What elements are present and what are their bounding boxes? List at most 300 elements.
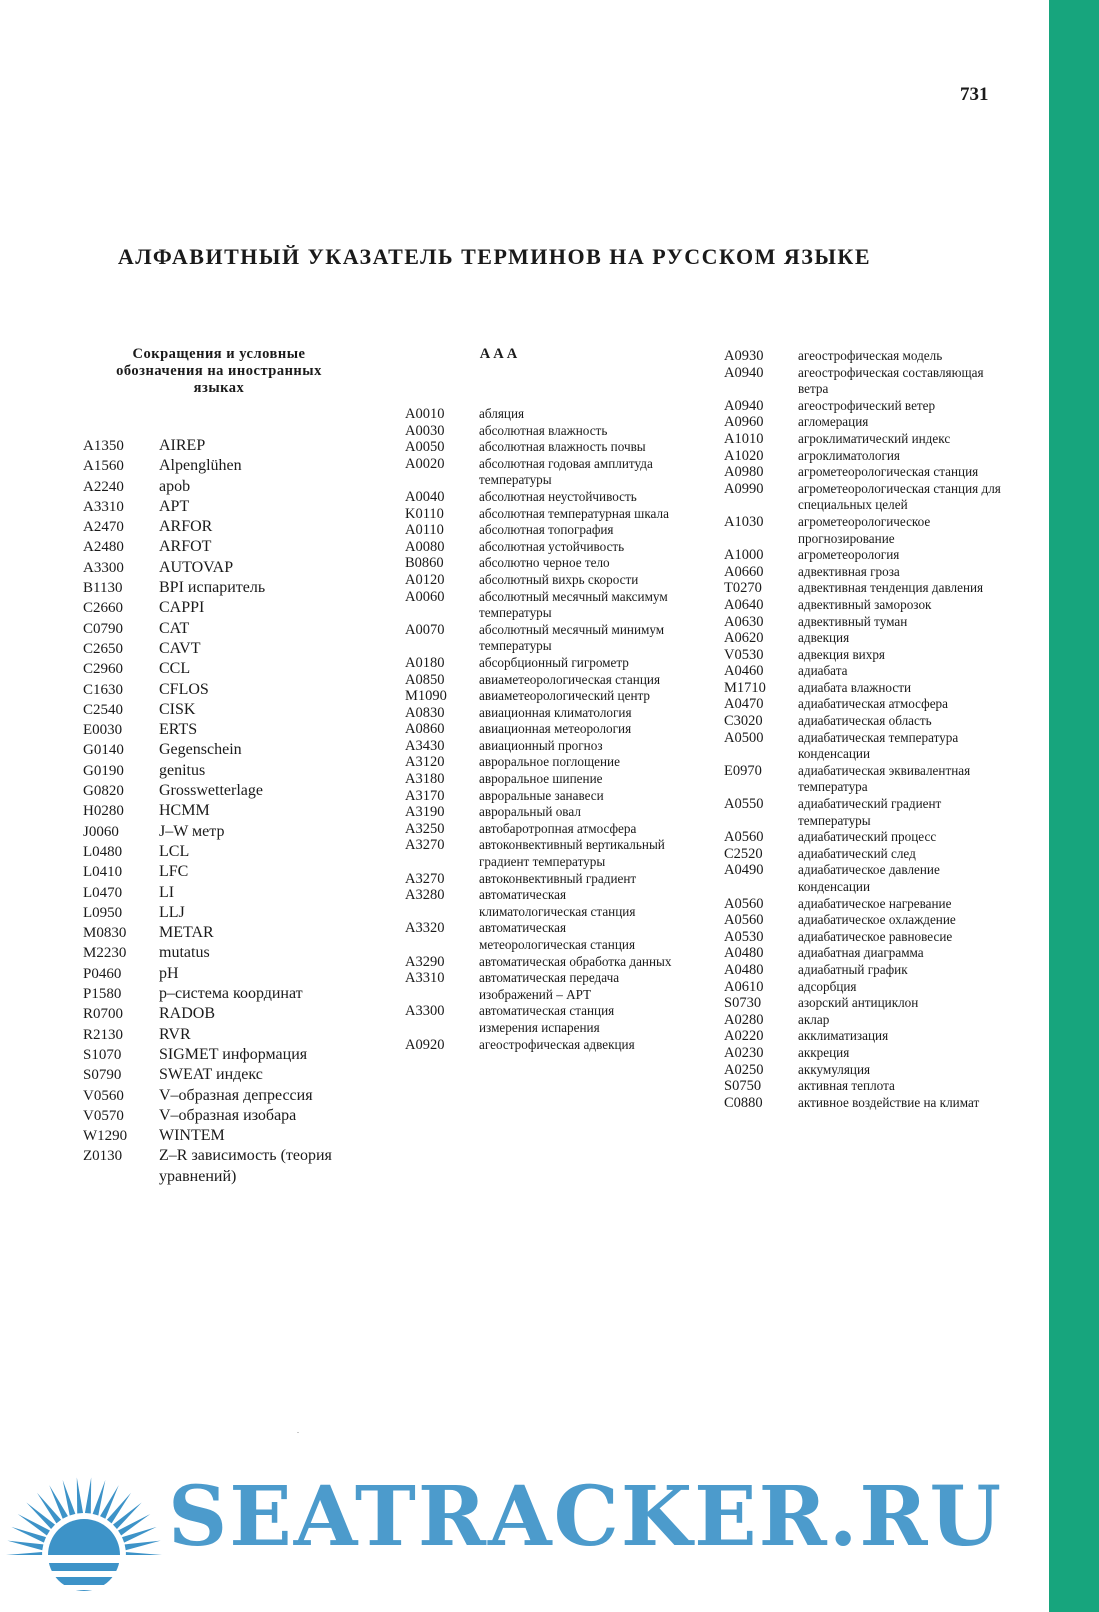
index-entry — [83, 1126, 363, 1146]
entry-code: J0060 — [83, 823, 119, 840]
entry-term: AUTOVAP — [159, 558, 234, 576]
index-entry — [724, 680, 1014, 697]
index-entry — [83, 1004, 363, 1024]
index-entry — [724, 763, 1014, 796]
index-entry — [724, 365, 1014, 398]
entry-code: L0480 — [83, 843, 123, 860]
entry-code: V0530 — [724, 646, 764, 663]
index-entry — [724, 481, 1014, 514]
entry-term: адвективная гроза — [798, 563, 900, 579]
index-entry — [724, 696, 1014, 713]
entry-term: адвекция — [798, 630, 850, 646]
index-entry — [83, 720, 363, 740]
entry-code: A0550 — [724, 796, 764, 813]
index-entry — [83, 436, 363, 456]
entry-term: авроральные занавеси — [479, 787, 604, 803]
entry-code: V0560 — [83, 1087, 124, 1104]
index-column-2 — [405, 406, 675, 1053]
index-entry — [405, 406, 675, 423]
entry-term: адиабатический след — [798, 845, 916, 861]
entry-code: C3020 — [724, 713, 763, 730]
entry-code: A0230 — [724, 1044, 764, 1061]
entry-term: абсолютный месячный максимум температуры — [479, 588, 668, 621]
entry-term: адиабатическая область — [798, 713, 932, 729]
entry-term: адиабатический градиент температуры — [798, 796, 942, 828]
index-entry — [405, 920, 675, 953]
entry-code: T0270 — [724, 580, 762, 597]
entry-term: HCMM — [159, 802, 210, 820]
entry-term: p–система координат — [159, 985, 303, 1003]
index-entry — [83, 801, 363, 821]
entry-code: B1130 — [83, 580, 123, 597]
entry-term: Z–R зависимость (теория уравнений) — [159, 1147, 332, 1185]
index-entry — [83, 842, 363, 862]
index-entry — [724, 796, 1014, 829]
entry-term: абляция — [479, 406, 525, 421]
index-entry — [724, 1028, 1014, 1045]
entry-term: LCL — [159, 842, 190, 860]
entry-term: абсолютная влажность почвы — [479, 439, 646, 455]
entry-code: A0620 — [724, 630, 764, 647]
entry-term: активное воздействие на климат — [798, 1094, 980, 1110]
index-entry — [83, 1106, 363, 1126]
entry-term: автоматическая климатологическая станция — [479, 887, 636, 919]
index-entry — [83, 700, 363, 720]
entry-term: авроральное шипение — [479, 771, 603, 787]
entry-code: A0920 — [405, 1036, 445, 1053]
entry-term: адиабатическая эквивалентная температура — [798, 762, 971, 795]
entry-term: авиаметеорологическая станция — [479, 671, 661, 687]
entry-term: авиационная климатология — [479, 704, 632, 720]
entry-code: A0070 — [405, 621, 445, 638]
entry-term: абсолютная годовая амплитуда температуры — [479, 455, 653, 488]
index-entry — [83, 1065, 363, 1085]
entry-code: A2240 — [83, 478, 124, 495]
entry-term: адиабатическое равновесие — [798, 928, 953, 944]
entry-code: R2130 — [83, 1026, 124, 1043]
entry-term: mutatus — [159, 944, 210, 962]
entry-code: A3270 — [405, 870, 445, 887]
entry-term: акклиматизация — [798, 1028, 889, 1044]
index-entry — [405, 555, 675, 572]
entry-code: A3290 — [405, 953, 445, 970]
entry-code: A2480 — [83, 539, 124, 556]
index-entry — [724, 597, 1014, 614]
index-entry — [405, 788, 675, 805]
entry-term: адвективный заморозок — [798, 596, 932, 612]
entry-code: G0820 — [83, 783, 124, 800]
entry-code: A3430 — [405, 737, 445, 754]
entry-code: A0180 — [405, 654, 445, 671]
entry-term: агроклиматический индекс — [798, 430, 951, 446]
entry-term: агрометеорологическая станция — [798, 464, 979, 480]
index-entry — [83, 537, 363, 557]
index-entry — [405, 705, 675, 722]
entry-code: P0460 — [83, 965, 122, 982]
index-entry — [405, 506, 675, 523]
entry-code: B0860 — [405, 555, 444, 572]
entry-term: агеострофическая адвекция — [479, 1036, 635, 1052]
watermark-logo: SEATRACKER.RU — [168, 1469, 1004, 1565]
entry-code: M2230 — [83, 945, 127, 962]
entry-code: A3190 — [405, 804, 445, 821]
index-entry — [724, 431, 1014, 448]
page-number: 731 — [960, 84, 989, 105]
entry-term: агломерация — [798, 414, 869, 430]
entry-code: A3120 — [405, 754, 445, 771]
index-entry — [724, 929, 1014, 946]
entry-code: A2470 — [83, 519, 124, 536]
entry-term: авроральное поглощение — [479, 754, 620, 770]
index-entry — [724, 414, 1014, 431]
entry-term: LFC — [159, 863, 189, 881]
index-entry — [724, 730, 1014, 763]
entry-code: A0220 — [724, 1028, 764, 1045]
entry-term: адиабатическое охлаждение — [798, 912, 956, 928]
index-entry — [405, 688, 675, 705]
index-entry — [83, 883, 363, 903]
index-entry — [724, 896, 1014, 913]
entry-code: A0010 — [405, 406, 445, 422]
entry-code: M1090 — [405, 688, 447, 705]
entry-term: адиабата — [798, 663, 848, 679]
entry-term: автобаротропная атмосфера — [479, 820, 637, 836]
page-edge-bar — [1049, 0, 1099, 1612]
entry-term: агеострофическая составляющая ветра — [798, 364, 984, 397]
entry-code: A0280 — [724, 1011, 764, 1028]
index-entry — [724, 1062, 1014, 1079]
entry-code: M1710 — [724, 679, 766, 696]
entry-term: агрометеорология — [798, 547, 900, 563]
index-entry — [405, 887, 675, 920]
entry-code: A0980 — [724, 464, 764, 481]
entry-code: A0110 — [405, 522, 444, 539]
entry-code: S0730 — [724, 995, 762, 1012]
entry-code: A0630 — [724, 613, 764, 630]
entry-code: A0560 — [724, 912, 764, 929]
entry-code: Z0130 — [83, 1148, 123, 1165]
index-entry — [724, 663, 1014, 680]
index-entry — [724, 995, 1014, 1012]
index-entry — [83, 761, 363, 781]
entry-term: BPI испаритель — [159, 579, 266, 597]
index-entry — [405, 655, 675, 672]
entry-code: A0470 — [724, 696, 764, 713]
entry-term: адвективный туман — [798, 613, 908, 629]
entry-code: A0940 — [724, 397, 764, 414]
entry-term: автоматическая обработка данных — [479, 953, 672, 969]
index-entry — [405, 871, 675, 888]
abbreviations-list — [83, 436, 363, 1187]
section-header-aaa: ААА — [479, 346, 521, 362]
entry-code: C0790 — [83, 620, 124, 637]
entry-term: абсолютно черное тело — [479, 555, 610, 571]
index-entry — [405, 754, 675, 771]
index-entry — [83, 781, 363, 801]
index-entry — [83, 923, 363, 943]
entry-code: W1290 — [83, 1128, 128, 1145]
entry-term: адиабатическая температура конденсации — [798, 729, 959, 762]
entry-term: ARFOT — [159, 538, 212, 556]
index-entry — [83, 598, 363, 618]
entry-code: A3250 — [405, 820, 445, 837]
entry-code: A3170 — [405, 787, 445, 804]
entry-code: C2960 — [83, 661, 124, 678]
entry-term: абсолютный месячный минимум температуры — [479, 621, 665, 654]
index-entry — [405, 572, 675, 589]
index-entry — [724, 979, 1014, 996]
entry-code: A0930 — [724, 348, 764, 364]
index-entry — [405, 1037, 675, 1054]
entry-code: A1350 — [83, 438, 124, 454]
entry-term: автоконвективный вертикальный градиент температуры — [479, 837, 665, 870]
page-title: АЛФАВИТНЫЙ УКАЗАТЕЛЬ ТЕРМИНОВ НА РУССКОМ ЯЗЫКЕ — [117, 244, 872, 269]
entry-code: A3320 — [405, 920, 445, 937]
entry-term: автоматическая передача изображений – APT — [479, 970, 620, 1002]
index-entry — [405, 539, 675, 556]
entry-term: CAT — [159, 619, 190, 637]
entry-code: C2540 — [83, 701, 124, 718]
entry-term: агеострофический ветер — [798, 397, 936, 413]
index-entry — [83, 740, 363, 760]
entry-code: A1010 — [724, 430, 764, 447]
index-entry — [724, 614, 1014, 631]
entry-code: C2650 — [83, 640, 124, 657]
index-entry — [724, 862, 1014, 895]
index-entry — [405, 423, 675, 440]
entry-term: азорский антициклон — [798, 995, 919, 1011]
index-entry — [83, 497, 363, 517]
entry-term: Alpenglühen — [159, 457, 242, 475]
index-entry — [724, 945, 1014, 962]
entry-code: L0470 — [83, 884, 123, 901]
index-column-3 — [724, 348, 1014, 1111]
index-entry — [83, 862, 363, 882]
index-entry — [83, 477, 363, 497]
entry-code: A0050 — [405, 439, 445, 456]
index-entry — [405, 821, 675, 838]
entry-code: A0560 — [724, 829, 764, 846]
entry-code: A0660 — [724, 563, 764, 580]
entry-code: L0410 — [83, 864, 123, 881]
entry-term: абсолютный вихрь скорости — [479, 571, 639, 587]
entry-code: A0120 — [405, 571, 445, 588]
entry-code: A1000 — [724, 547, 764, 564]
index-entry — [724, 630, 1014, 647]
index-entry — [724, 464, 1014, 481]
entry-code: A0960 — [724, 414, 764, 431]
entry-code: A0480 — [724, 945, 764, 962]
index-entry — [724, 829, 1014, 846]
entry-term: авиаметеорологический центр — [479, 688, 651, 704]
index-entry — [405, 771, 675, 788]
entry-term: адиабатическое нагревание — [798, 895, 952, 911]
entry-term: SWEAT индекс — [159, 1066, 263, 1084]
entry-term: абсолютная температурная шкала — [479, 505, 669, 521]
entry-code: A3180 — [405, 771, 445, 788]
abbreviations-header: Сокращения и условные обозначения на иностранных языках — [116, 346, 322, 396]
entry-term: авиационный прогноз — [479, 737, 603, 753]
entry-term: адиабатическая атмосфера — [798, 696, 949, 712]
index-entry — [405, 1003, 675, 1036]
index-entry — [405, 589, 675, 622]
index-entry — [405, 456, 675, 489]
entry-term: CAPPI — [159, 599, 205, 617]
index-entry — [83, 964, 363, 984]
index-entry — [83, 1086, 363, 1106]
entry-term: CCL — [159, 660, 191, 678]
entry-code: A1030 — [724, 513, 764, 530]
entry-term: адиабатическое давление конденсации — [798, 862, 940, 894]
entry-code: A0460 — [724, 663, 764, 680]
index-entry — [83, 558, 363, 578]
entry-code: A0040 — [405, 488, 445, 505]
entry-term: авиационная метеорология — [479, 721, 632, 737]
index-entry — [405, 954, 675, 971]
entry-code: H0280 — [83, 803, 124, 820]
entry-term: J–W метр — [159, 822, 225, 840]
entry-term: APT — [159, 497, 190, 515]
entry-code: A0030 — [405, 422, 445, 439]
entry-term: CFLOS — [159, 680, 209, 698]
index-entry — [405, 738, 675, 755]
entry-term: METAR — [159, 924, 214, 942]
entry-term: V–образная депрессия — [159, 1086, 313, 1104]
entry-code: A0490 — [724, 862, 764, 879]
sun-logo-icon — [4, 1455, 164, 1612]
index-entry — [724, 1078, 1014, 1095]
index-entry — [83, 639, 363, 659]
entry-term: genitus — [159, 761, 206, 779]
entry-term: аклар — [798, 1011, 830, 1027]
entry-code: S0790 — [83, 1067, 122, 1084]
index-entry — [724, 647, 1014, 664]
entry-code: A1560 — [83, 458, 124, 475]
entry-code: A0560 — [724, 895, 764, 912]
entry-term: адиабата влажности — [798, 679, 912, 695]
entry-code: S0750 — [724, 1078, 762, 1095]
index-entry — [724, 713, 1014, 730]
index-entry — [724, 580, 1014, 597]
entry-term: AIREP — [159, 437, 206, 454]
index-entry — [405, 522, 675, 539]
index-entry — [724, 348, 1014, 365]
entry-code: A0480 — [724, 961, 764, 978]
index-entry — [405, 837, 675, 870]
index-entry — [405, 622, 675, 655]
entry-term: абсорбционный гигрометр — [479, 654, 629, 670]
entry-code: C0880 — [724, 1094, 763, 1111]
index-entry — [724, 547, 1014, 564]
index-entry — [724, 448, 1014, 465]
index-entry — [724, 564, 1014, 581]
index-entry — [83, 984, 363, 1004]
index-entry — [83, 619, 363, 639]
entry-term: агрометеорологическое прогнозирование — [798, 513, 931, 546]
entry-term: RADOB — [159, 1005, 216, 1023]
index-entry — [83, 517, 363, 537]
entry-code: A0500 — [724, 729, 764, 746]
entry-term: WINTEM — [159, 1127, 225, 1145]
entry-term: адсорбция — [798, 978, 857, 994]
index-entry — [83, 1025, 363, 1045]
entry-code: C2660 — [83, 600, 124, 617]
entry-term: V–образная изобара — [159, 1106, 297, 1124]
entry-term: адиабатический процесс — [798, 829, 937, 845]
entry-code: A3300 — [405, 1003, 445, 1020]
entry-code: G0140 — [83, 742, 124, 759]
entry-term: SIGMET информация — [159, 1045, 308, 1063]
print-speck: . — [297, 1426, 299, 1435]
entry-code: A3300 — [83, 559, 124, 576]
entry-term: аккреция — [798, 1044, 850, 1060]
index-entry — [83, 943, 363, 963]
entry-term: агроклиматология — [798, 447, 900, 463]
entry-term: ARFOR — [159, 518, 213, 536]
entry-code: A0860 — [405, 721, 445, 738]
entry-term: абсолютная неустойчивость — [479, 488, 637, 504]
entry-term: авроральный овал — [479, 804, 581, 820]
index-entry — [724, 846, 1014, 863]
entry-code: A0020 — [405, 455, 445, 472]
entry-code: A3310 — [83, 498, 124, 515]
index-entry — [83, 1045, 363, 1065]
entry-term: LI — [159, 883, 175, 901]
index-entry — [405, 439, 675, 456]
entry-term: Grosswetterlage — [159, 782, 263, 800]
entry-term: адиабатный график — [798, 961, 908, 977]
entry-term: ERTS — [159, 721, 198, 739]
entry-term: абсолютная влажность — [479, 422, 608, 438]
index-entry — [405, 672, 675, 689]
entry-term: активная теплота — [798, 1078, 895, 1094]
entry-code: M0830 — [83, 925, 127, 942]
entry-term: автоматическая метеорологическая станция — [479, 920, 636, 952]
entry-code: A3310 — [405, 970, 445, 987]
entry-code: A0250 — [724, 1061, 764, 1078]
entry-code: A0530 — [724, 928, 764, 945]
entry-code: P1580 — [83, 986, 122, 1003]
index-entry — [724, 514, 1014, 547]
index-entry — [405, 489, 675, 506]
entry-term: абсолютная устойчивость — [479, 538, 625, 554]
entry-term: адвекция вихря — [798, 646, 885, 662]
entry-term: pH — [159, 964, 179, 982]
entry-code: R0700 — [83, 1006, 124, 1023]
entry-code: L0950 — [83, 904, 123, 921]
index-entry — [83, 680, 363, 700]
entry-term: LLJ — [159, 903, 185, 921]
index-entry — [83, 659, 363, 679]
entry-term: автоконвективный градиент — [479, 870, 637, 886]
entry-code: A0940 — [724, 364, 764, 381]
entry-term: адиабатная диаграмма — [798, 945, 924, 961]
entry-code: A3270 — [405, 837, 445, 854]
index-entry — [405, 970, 675, 1003]
entry-code: A0850 — [405, 671, 445, 688]
index-entry — [83, 456, 363, 476]
entry-code: C1630 — [83, 681, 124, 698]
index-entry — [724, 1095, 1014, 1112]
entry-code: E0970 — [724, 762, 762, 779]
entry-term: аккумуляция — [798, 1061, 871, 1077]
entry-term: CAVT — [159, 639, 201, 657]
index-entry — [83, 903, 363, 923]
entry-term: Gegenschein — [159, 741, 242, 759]
entry-code: C2520 — [724, 845, 763, 862]
entry-code: V0570 — [83, 1107, 124, 1124]
entry-term: apob — [159, 477, 191, 495]
